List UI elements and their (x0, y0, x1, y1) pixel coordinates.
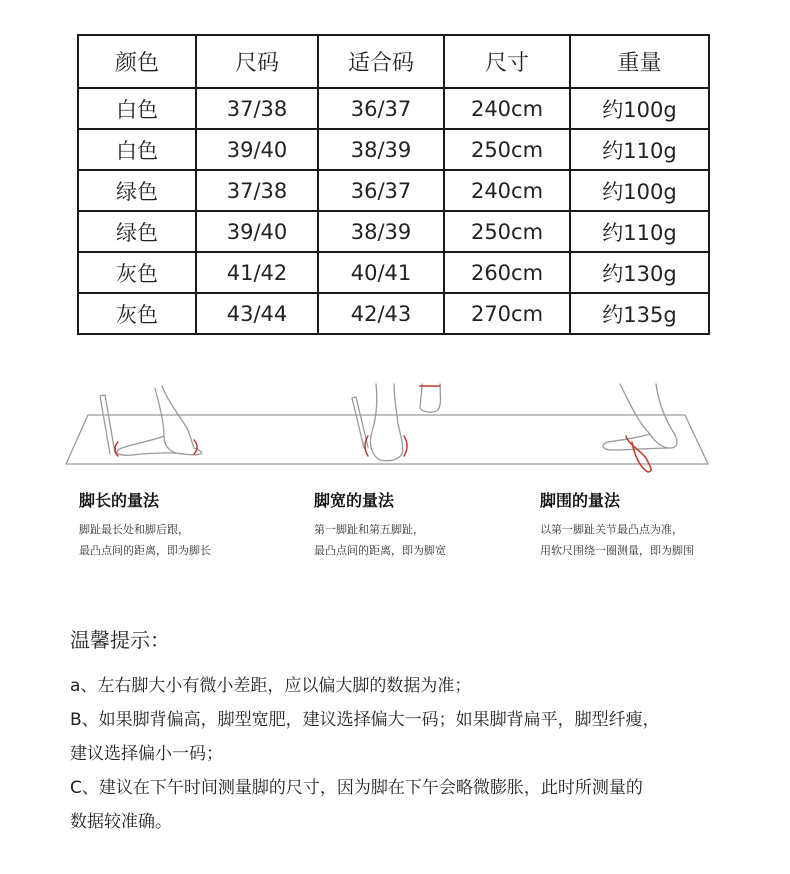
tips-section (70, 624, 750, 839)
cell-size: 39/40 (196, 211, 318, 252)
width-mark-right (404, 436, 407, 456)
method-title: 脚围的量法 (540, 491, 621, 510)
cell-dimension: 240cm (444, 88, 570, 129)
tip-line: 数据较准确。 (70, 812, 172, 832)
cell-fit-size: 38/39 (318, 129, 444, 170)
method-title: 脚宽的量法 (314, 491, 395, 510)
method-desc-line: 以第一脚趾关节最凸点为准， (540, 523, 683, 536)
foot-length-toe (117, 436, 184, 455)
cell-fit-size: 36/37 (318, 170, 444, 211)
table-row (78, 252, 709, 293)
method-desc-line: 用软尺围绕一圈测量，即为脚围 (540, 544, 694, 557)
method-title: 脚长的量法 (79, 491, 160, 510)
cell-dimension: 250cm (444, 129, 570, 170)
tip-line: a、左右脚大小有微小差距，应以偏大脚的数据为准； (70, 676, 472, 696)
foot-length-sketch (155, 386, 202, 455)
cell-dimension: 260cm (444, 252, 570, 293)
header-size: 尺码 (196, 35, 318, 88)
cell-weight: 约100g (570, 88, 709, 129)
method-desc-line: 最凸点间的距离，即为脚长 (79, 544, 211, 557)
foot-width-sketch (370, 384, 402, 461)
cell-color: 白色 (78, 129, 196, 170)
header-fit-size: 适合码 (318, 35, 444, 88)
header-weight: 重量 (570, 35, 709, 88)
cell-dimension: 270cm (444, 293, 570, 334)
cell-dimension: 240cm (444, 170, 570, 211)
cell-weight: 约100g (570, 170, 709, 211)
cell-weight: 约135g (570, 293, 709, 334)
tip-line: C、建议在下午时间测量脚的尺寸，因为脚在下午会略微膨胀，此时所测量的 (70, 778, 643, 798)
cell-fit-size: 40/41 (318, 252, 444, 293)
table-header-row (78, 35, 709, 88)
method-foot-width (314, 488, 446, 561)
cell-color: 绿色 (78, 211, 196, 252)
cell-dimension: 250cm (444, 211, 570, 252)
cell-weight: 约110g (570, 129, 709, 170)
cell-size: 43/44 (196, 293, 318, 334)
table-row (78, 211, 709, 252)
table-row (78, 88, 709, 129)
tip-line: 建议选择偏小一码； (70, 744, 223, 764)
cell-color: 白色 (78, 88, 196, 129)
method-desc-line: 脚趾最长处和脚后跟， (79, 523, 189, 536)
table-row (78, 170, 709, 211)
cell-size: 39/40 (196, 129, 318, 170)
method-desc-line: 第一脚趾和第五脚趾， (314, 523, 424, 536)
cell-fit-size: 42/43 (318, 293, 444, 334)
header-color: 颜色 (78, 35, 196, 88)
cell-color: 灰色 (78, 252, 196, 293)
method-foot-girth (540, 488, 694, 561)
tips-title: 温馨提示： (70, 628, 170, 652)
cell-color: 绿色 (78, 170, 196, 211)
tip-line: B、如果脚背偏高，脚型宽肥，建议选择偏大一码；如果脚背扁平，脚型纤瘦， (70, 710, 660, 730)
method-desc-line: 最凸点间的距离，即为脚宽 (314, 544, 446, 557)
girth-tape (626, 436, 651, 472)
cell-color: 灰色 (78, 293, 196, 334)
raised-foot-sketch (420, 384, 441, 412)
table-row (78, 293, 709, 334)
cell-size: 37/38 (196, 170, 318, 211)
cell-size: 37/38 (196, 88, 318, 129)
cell-weight: 约130g (570, 252, 709, 293)
foot-measurement-illustration (60, 378, 720, 478)
size-table (77, 34, 710, 335)
length-mark-back (194, 440, 197, 454)
cell-weight: 约110g (570, 211, 709, 252)
cell-fit-size: 38/39 (318, 211, 444, 252)
length-ruler (100, 395, 115, 454)
method-foot-length (79, 488, 211, 561)
cell-size: 41/42 (196, 252, 318, 293)
table-row (78, 129, 709, 170)
foot-girth-toe (603, 434, 670, 450)
cell-fit-size: 36/37 (318, 88, 444, 129)
header-dimension: 尺寸 (444, 35, 570, 88)
